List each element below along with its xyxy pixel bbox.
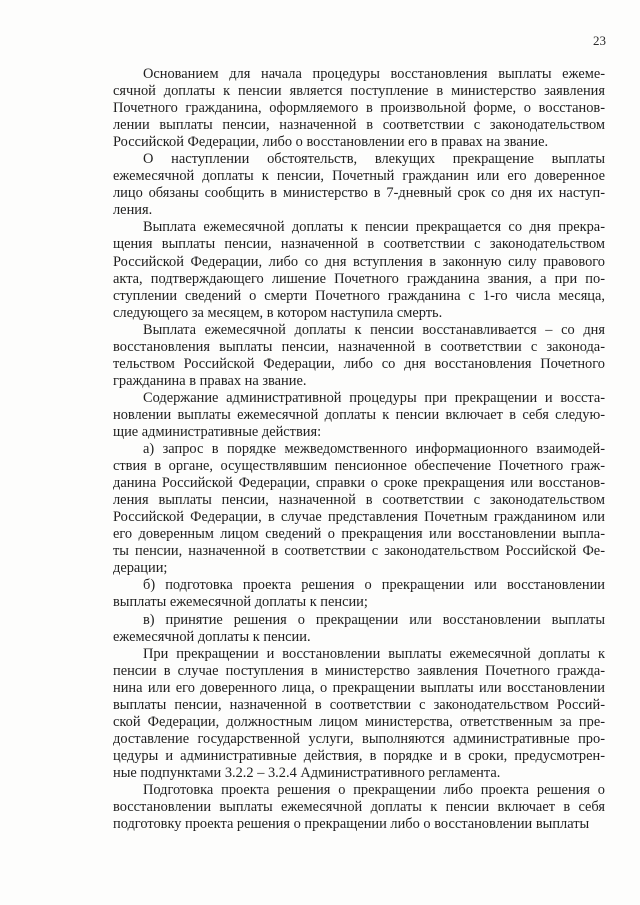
text-line: Российской Федерации, либо со дня вступления в законную силу правового: [113, 253, 605, 270]
text-line: акта, подтверждающего лишение Почетного гражданина звания, а при по-: [113, 270, 605, 287]
text-line: ежемесячной доплаты к пенсии.: [113, 628, 311, 645]
paragraph: [113, 219, 605, 321]
text-line: нина или его доверенного лица, о прекращении выплаты или восстановлении: [113, 679, 605, 696]
text-line: тельством Российской Федерации, либо со дня восстановления Почетного: [113, 355, 605, 372]
text-line: щие административные действия:: [113, 423, 322, 440]
text-line: Подготовка проекта решения о прекращении либо проекта решения о: [143, 781, 605, 798]
text-line: щения выплаты пенсии, назначенной в соответствии с законодательством: [113, 236, 605, 253]
text-line: О наступлении обстоятельств, влекущих прекращение выплаты: [143, 151, 605, 168]
text-line: данина Российской Федерации, справки о сроке прекращения или восстанов-: [113, 475, 605, 492]
text-line: Выплата ежемесячной доплаты к пенсии восстанавливается – со дня: [143, 321, 605, 338]
text-line: ствия в органе, осуществлявшим пенсионное обеспечение Почетного граж-: [113, 458, 605, 475]
paragraph: [113, 612, 605, 646]
text-line: цедуры и административные действия, в порядке и в сроки, предусмотрен-: [113, 747, 605, 764]
text-line: доставление государственной услуги, выполняются административные про-: [113, 730, 605, 747]
text-line: лицо обязаны сообщить в министерство в 7-дневный срок со дня их наступ-: [113, 185, 605, 202]
text-line: дерации;: [113, 560, 168, 577]
document-body: [113, 66, 605, 833]
text-line: ные подпунктами 3.2.2 – 3.2.4 Административного регламента.: [113, 764, 501, 781]
text-line: в) принятие решения о прекращении или восстановлении выплаты: [143, 611, 605, 628]
text-line: гражданина в правах на звание.: [113, 372, 307, 389]
text-line: выплаты пенсии, назначенной в соответствии с законодательством Россий-: [113, 696, 605, 713]
text-line: а) запрос в порядке межведомственного информационного взаимодей-: [143, 441, 605, 458]
text-line: восстановления выплаты пенсии, назначенной в соответствии с законода-: [113, 338, 605, 355]
text-line: следующего за месяцем, в котором наступила смерть.: [113, 304, 443, 321]
text-line: Выплата ежемесячной доплаты к пенсии прекращается со дня прекра-: [143, 219, 605, 236]
text-line: Российской Федерации, либо о восстановлении его в правах на звание.: [113, 134, 549, 151]
text-line: подготовку проекта решения о прекращении либо о восстановлении выплаты: [113, 816, 590, 833]
text-line: Содержание административной процедуры при прекращении и восста-: [143, 389, 605, 406]
text-line: лении выплаты пенсии, назначенной в соответствии с законодательством: [113, 117, 605, 134]
text-line: Российской Федерации, в случае представления Почетным гражданином или: [113, 509, 605, 526]
text-line: пенсии в случае поступления в министерство заявления Почетного гражда-: [113, 662, 605, 679]
text-line: выплаты ежемесячной доплаты к пенсии;: [113, 594, 368, 611]
text-line: восстановлении выплаты ежемесячной доплаты к пенсии включает в себя: [113, 799, 605, 816]
text-line: ления выплаты пенсии, назначенной в соответствии с законодательством: [113, 492, 605, 509]
text-line: новлении выплаты ежемесячной доплаты к пенсии включает в себя следую-: [113, 406, 605, 423]
paragraph: [113, 577, 605, 611]
text-line: сячной доплаты к пенсии является поступление в министерство заявления: [113, 83, 605, 100]
paragraph: [113, 322, 605, 390]
text-line: Основанием для начала процедуры восстановления выплаты ежеме-: [143, 66, 605, 82]
text-line: ления.: [113, 202, 153, 219]
paragraph: [113, 390, 605, 441]
page-number: 23: [593, 33, 606, 48]
text-line: ской Федерации, должностным лицом министерства, ответственным за пре-: [113, 713, 605, 730]
paragraph: [113, 646, 605, 782]
text-line: ежемесячной доплаты к пенсии, Почетный гражданин или его доверенное: [113, 168, 605, 185]
text-line: Почетного гражданина, оформляемого в произвольной форме, о восстанов-: [113, 100, 605, 117]
paragraph: [113, 151, 605, 219]
text-line: При прекращении и восстановлении выплаты ежемесячной доплаты к: [143, 645, 605, 662]
text-line: б) подготовка проекта решения о прекращении или восстановлении: [143, 577, 605, 594]
text-line: ступлении сведений о смерти Почетного гражданина с 1-го числа месяца,: [113, 287, 605, 304]
text-line: ты пенсии, назначенной в соответствии с законодательством Российской Фе-: [113, 543, 605, 560]
paragraph: [113, 782, 605, 833]
paragraph: [113, 441, 605, 577]
paragraph: [113, 66, 605, 151]
text-line: его доверенным лицом сведений о прекращения или восстановлении выпла-: [113, 526, 605, 543]
